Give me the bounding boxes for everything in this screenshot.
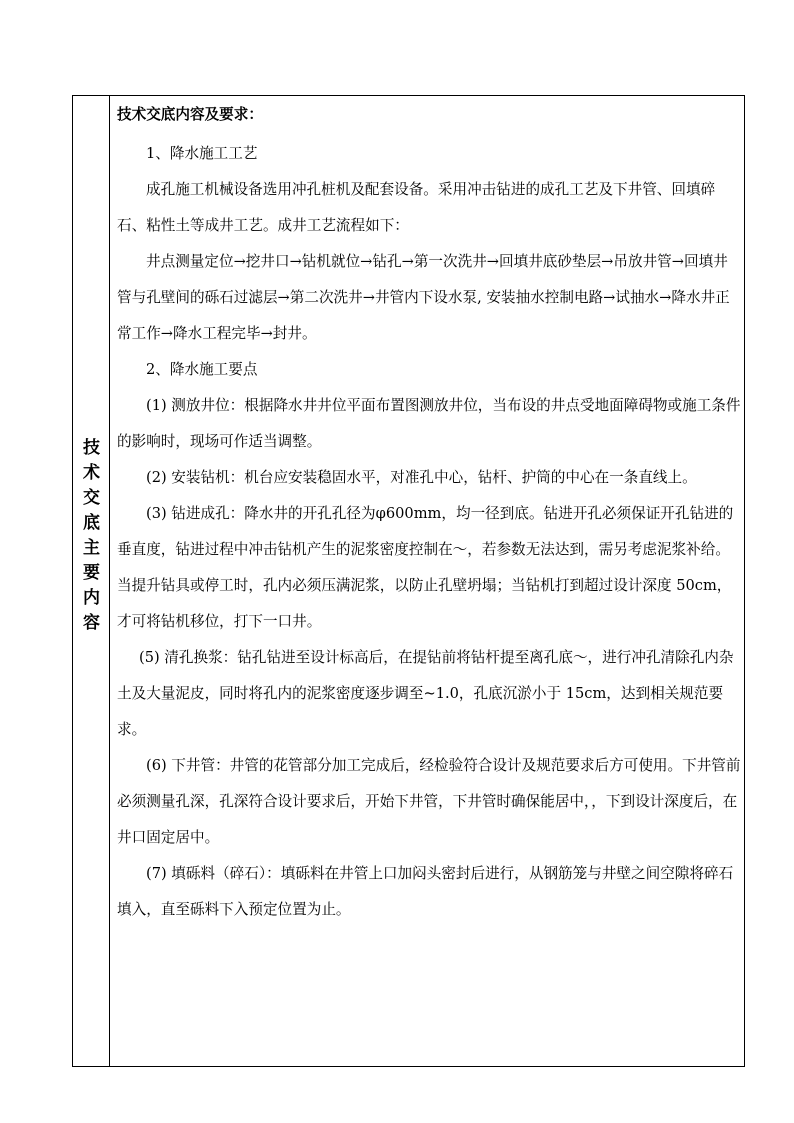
section2-title: 2、降水施工要点 — [146, 361, 258, 378]
side-title-char: 内 — [83, 588, 100, 608]
item-2-install-drill: (2) 安装钻机：机台应安装稳固水平，对准孔中心，钻杆、护筒的中心在一条直线上。 — [146, 469, 697, 486]
side-title-char: 底 — [83, 513, 100, 533]
item-6-well-pipe: (6) 下井管：井管的花管部分加工完成后，经检验符合设计及规范要求后方可使用。下井管前必须测量孔深，孔深符合设计要求后，开始下井管，下井管时确保能居中，，下到设计深度后，在井口固定居中。 — [117, 757, 741, 846]
side-title-char: 术 — [83, 463, 100, 483]
section1-title: 1、降水施工工艺 — [146, 145, 258, 162]
side-title — [73, 436, 110, 636]
side-title-char: 交 — [83, 488, 100, 508]
item-1-well-positioning: (1) 测放井位：根据降水井井位平面布置图测放井位，当布设的井点受地面障碍物或施工条件的影响时，现场可作适当调整。 — [117, 397, 741, 450]
item-3-drilling: (3) 钻进成孔：降水井的开孔孔径为φ600mm，均一径到底。钻进开孔必须保证开孔钻进的垂直度，钻进过程中冲击钻机产生的泥浆密度控制在～，若参数无法达到，需另考虑泥浆补给。当提升钻具或停工时，孔内必须压满泥浆，以防止孔壁坍塌；当钻机打到超过设计深度 50cm，才可将钻机移位，打下一口井。 — [117, 505, 734, 630]
item-7-gravel-fill: (7) 填砾料（碎石）：填砾料在井管上口加闷头密封后进行，从钢筋笼与井壁之间空隙将碎石填入，直至砾料下入预定位置为止。 — [117, 865, 734, 918]
content-area — [117, 102, 741, 928]
paragraph-process-flow: 井点测量定位→挖井口→钻机就位→钻孔→第一次洗井→回填井底砂垫层→吊放井管→回填井管与孔壁间的砾石过滤层→第二次洗井→井管内下设水泵, 安装抽水控制电路→试抽水→降水井正常工作→降水工程完毕→封井。 — [117, 253, 730, 342]
document-table — [72, 95, 745, 1067]
side-title-char: 容 — [83, 613, 100, 633]
left-label-column — [73, 96, 110, 1066]
paragraph-equipment: 成孔施工机械设备选用冲孔桩机及配套设备。采用冲击钻进的成孔工艺及下井管、回填碎石、粘性土等成井工艺。成井工艺流程如下： — [117, 181, 716, 234]
side-title-char: 主 — [83, 538, 100, 558]
side-title-char: 技 — [83, 438, 100, 458]
side-title-char: 要 — [83, 563, 100, 583]
item-5-hole-cleaning: (5) 清孔换浆：钻孔钻进至设计标高后，在提钻前将钻杆提至离孔底～，进行冲孔清除孔内杂土及大量泥皮，同时将孔内的泥浆密度逐步调至~1.0，孔底沉淤小于 15cm，达到相关规范要求。 — [117, 649, 734, 738]
content-heading: 技术交底内容及要求： — [117, 106, 263, 123]
